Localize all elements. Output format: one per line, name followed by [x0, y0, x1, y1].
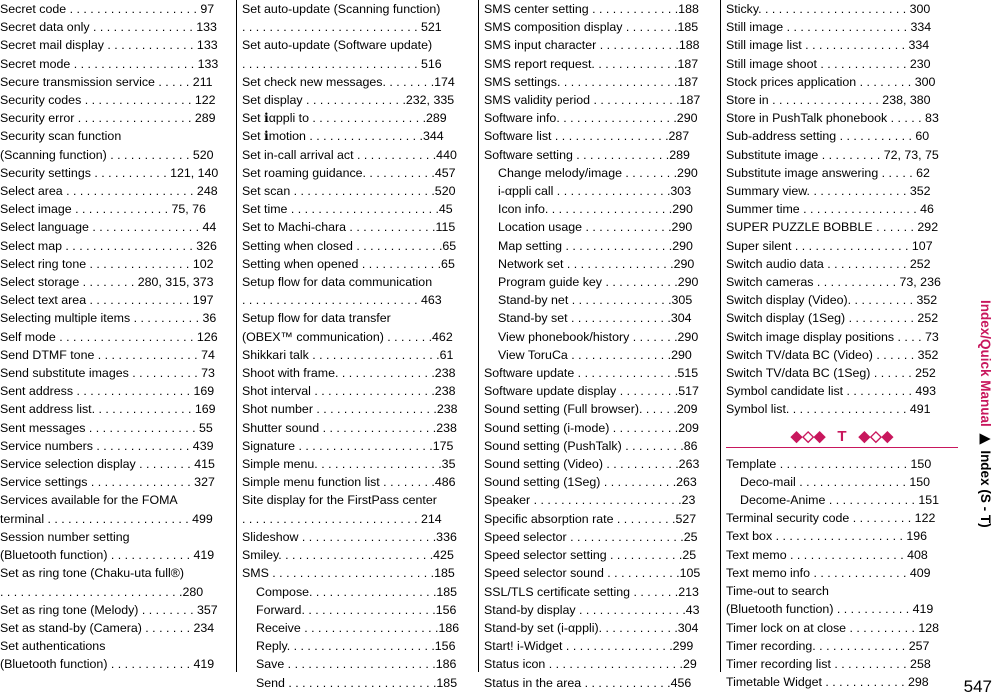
index-entry: Text memo . . . . . . . . . . . . . . . . . 408 — [726, 547, 928, 562]
index-entry: Setting when closed . . . . . . . . . . . . .65 — [242, 238, 457, 253]
index-entry: (Bluetooth function) . . . . . . . . . . . . 419 — [0, 548, 215, 563]
index-entry: Switch image display positions . . . . 73 — [726, 329, 939, 344]
index-entry: Stand-by net . . . . . . . . . . . . . . .305 — [498, 293, 693, 308]
index-entry: Select storage . . . . . . . . 280, 315, 373 — [0, 275, 214, 290]
index-entry: Send substitute images . . . . . . . . . . 73 — [0, 366, 215, 381]
index-entry: Service selection display . . . . . . . . 415 — [0, 457, 215, 472]
index-entry: . . . . . . . . . . . . . . . . . . . . . . . . . . 516 — [242, 56, 442, 71]
index-entry: (Scanning function) . . . . . . . . . . . . 520 — [0, 147, 214, 162]
index-entry: SMS input character . . . . . . . . . . . .188 — [484, 38, 700, 53]
index-entry: Stand-by display . . . . . . . . . . . . . . . .43 — [484, 602, 700, 617]
index-entry: Template . . . . . . . . . . . . . . . . . . . 150 — [726, 456, 932, 471]
index-entry: Specific absorption rate . . . . . . . . .527 — [484, 511, 697, 526]
section-heading-ornament-left: ◆◇◆ — [790, 427, 826, 445]
index-entry: Speed selector . . . . . . . . . . . . . . . . .25 — [484, 529, 698, 544]
index-entry: Sent messages . . . . . . . . . . . . . . . . 55 — [0, 420, 213, 435]
index-entry: Symbol candidate list . . . . . . . . . . 493 — [726, 384, 937, 399]
index-entry: Terminal security code . . . . . . . . . 122 — [726, 511, 936, 526]
index-entry: Forward. . . . . . . . . . . . . . . . . . . .156 — [256, 602, 457, 617]
index-entry: Simple menu. . . . . . . . . . . . . . . . . . .35 — [242, 457, 456, 472]
index-entry: Timetable Widget . . . . . . . . . . . . 298 — [726, 675, 929, 690]
side-tab — [966, 0, 1004, 675]
index-entry: Time-out to search — [726, 584, 829, 599]
index-entry: Icon info. . . . . . . . . . . . . . . . . . .290 — [498, 202, 693, 217]
index-entry: Set ℹαppli to . . . . . . . . . . . . . . . . .289 — [242, 111, 447, 126]
index-column-2 — [242, 0, 474, 692]
index-entry: . . . . . . . . . . . . . . . . . . . . . . . . . . 521 — [242, 20, 442, 35]
column-divider — [478, 0, 479, 672]
side-tab-title: Index/Quick Manual — [978, 300, 993, 427]
index-entry: Service numbers . . . . . . . . . . . . . . 439 — [0, 438, 214, 453]
index-entry: Setup flow for data transfer — [242, 311, 391, 326]
index-entry: Still image list . . . . . . . . . . . . . . . 334 — [726, 38, 930, 53]
index-entry: Timer recording. . . . . . . . . . . . . . 257 — [726, 638, 930, 653]
index-entry: Still image shoot . . . . . . . . . . . . . 230 — [726, 56, 931, 71]
index-entry: (Bluetooth function) . . . . . . . . . . . . 419 — [0, 657, 215, 672]
index-entry: Session number setting — [0, 529, 130, 544]
index-entry: SMS validity period . . . . . . . . . . . . .187 — [484, 93, 701, 108]
index-entry: Sent address list. . . . . . . . . . . . . . . 169 — [0, 402, 216, 417]
index-entry: Switch display (Video). . . . . . . . . . 352 — [726, 293, 938, 308]
index-entry: Set as ring tone (Melody) . . . . . . . . 357 — [0, 602, 218, 617]
index-entry: Simple menu function list . . . . . . . .486 — [242, 475, 456, 490]
index-entry: Services available for the FOMA — [0, 493, 178, 508]
index-entry: Status icon . . . . . . . . . . . . . . . . . . . .29 — [484, 657, 697, 672]
index-entry: Self mode . . . . . . . . . . . . . . . . . . . . 126 — [0, 329, 218, 344]
index-entry: Text box . . . . . . . . . . . . . . . . . . . 196 — [726, 529, 928, 544]
index-entry: Timer recording list . . . . . . . . . . . 258 — [726, 656, 931, 671]
index-entry: SMS settings. . . . . . . . . . . . . . . . . .187 — [484, 74, 699, 89]
index-entry: Software update . . . . . . . . . . . . . . .515 — [484, 366, 699, 381]
index-entry: Select map . . . . . . . . . . . . . . . . . . . 326 — [0, 238, 217, 253]
index-entry: Select text area . . . . . . . . . . . . . . . 197 — [0, 293, 214, 308]
index-entry: Slideshow . . . . . . . . . . . . . . . . . . . .336 — [242, 529, 457, 544]
index-entry: Secret mail display . . . . . . . . . . . . . 133 — [0, 38, 218, 53]
index-entry: Switch display (1Seg) . . . . . . . . . . 252 — [726, 311, 939, 326]
index-entry: Speaker . . . . . . . . . . . . . . . . . . . . . .23 — [484, 493, 696, 508]
index-entry: Secret data only . . . . . . . . . . . . . . . 133 — [0, 20, 217, 35]
section-heading-ornament-right: ◆◇◆ — [858, 427, 894, 445]
index-entry: Select language . . . . . . . . . . . . . . . . 44 — [0, 220, 217, 235]
index-entry: terminal . . . . . . . . . . . . . . . . . . . . . 499 — [0, 511, 213, 526]
index-entry: Set scan . . . . . . . . . . . . . . . . . . . . .520 — [242, 184, 456, 199]
index-entry: Setting when opened . . . . . . . . . . . .65 — [242, 256, 455, 271]
index-entry: Reply. . . . . . . . . . . . . . . . . . . . . .156 — [256, 639, 456, 654]
index-entry: Secret code . . . . . . . . . . . . . . . . . . . 97 — [0, 2, 215, 16]
section-heading — [726, 419, 958, 455]
index-entry: Security error . . . . . . . . . . . . . . . . . 289 — [0, 111, 216, 126]
index-entry: Set roaming guidance. . . . . . . . . . .457 — [242, 165, 456, 180]
index-entry: Selecting multiple items . . . . . . . . . . 36 — [0, 311, 217, 326]
section-heading-letter: T — [837, 427, 847, 445]
index-entry: Set time . . . . . . . . . . . . . . . . . . . . . .45 — [242, 202, 453, 217]
index-entry: SMS report request. . . . . . . . . . . . .187 — [484, 56, 699, 71]
index-entry: . . . . . . . . . . . . . . . . . . . . . . . . . . .280 — [0, 584, 204, 599]
index-entry: Smiley. . . . . . . . . . . . . . . . . . . . . . .425 — [242, 548, 454, 563]
index-entry: Still image . . . . . . . . . . . . . . . . . . 334 — [726, 20, 932, 35]
index-column-3 — [484, 0, 716, 692]
index-entry: Stock prices application . . . . . . . . 300 — [726, 74, 936, 89]
index-entry: Sticky. . . . . . . . . . . . . . . . . . . . . . 300 — [726, 2, 931, 16]
index-entry: Start! i-Widget . . . . . . . . . . . . . . . .299 — [484, 639, 694, 654]
index-entry: Sound setting (Full browser). . . . . .209 — [484, 402, 698, 417]
index-entry: Timer lock on at close . . . . . . . . . . 128 — [726, 620, 940, 635]
index-entry: Set as ring tone (Chaku-uta full®) — [0, 566, 185, 581]
index-entry: Sound setting (Video) . . . . . . . . . . .263 — [484, 457, 700, 472]
index-entry: Send . . . . . . . . . . . . . . . . . . . . . .185 — [256, 675, 458, 690]
index-entry: Set ℹmotion . . . . . . . . . . . . . . . . .344 — [242, 129, 444, 144]
index-entry: Receive . . . . . . . . . . . . . . . . . . . .186 — [256, 620, 460, 635]
page-number: 547 — [963, 677, 992, 696]
index-entry: SUPER PUZZLE BOBBLE . . . . . . 292 — [726, 220, 939, 235]
index-entry: Secure transmission service . . . . . 211 — [0, 74, 213, 89]
index-entry: Save . . . . . . . . . . . . . . . . . . . . . .186 — [256, 657, 457, 672]
index-entry: . . . . . . . . . . . . . . . . . . . . . . . . . . 214 — [242, 511, 442, 526]
index-entry: Network set . . . . . . . . . . . . . . . .290 — [498, 256, 695, 271]
index-entry: Shot number . . . . . . . . . . . . . . . . . .238 — [242, 402, 458, 417]
index-entry: Switch TV/data BC (1Seg) . . . . . . 252 — [726, 366, 936, 381]
index-entry: Stand-by set (i-αppli). . . . . . . . . . . .304 — [484, 620, 699, 635]
index-entry: Switch cameras . . . . . . . . . . . . 73, 236 — [726, 275, 941, 290]
index-entry: Map setting . . . . . . . . . . . . . . . .290 — [498, 238, 693, 253]
index-entry: Software info. . . . . . . . . . . . . . . . . .290 — [484, 111, 698, 126]
index-entry: SSL/TLS certificate setting . . . . . . .213 — [484, 584, 699, 599]
index-entry: Set auto-update (Software update) — [242, 38, 433, 53]
index-entry: Security codes . . . . . . . . . . . . . . . . 122 — [0, 93, 216, 108]
index-entry: (Bluetooth function) . . . . . . . . . . . 419 — [726, 602, 934, 617]
index-entry: Set auto-update (Scanning function) — [242, 2, 441, 16]
index-entry: Set display . . . . . . . . . . . . . . .232, 335 — [242, 93, 455, 108]
index-entry: Location usage . . . . . . . . . . . . .290 — [498, 220, 693, 235]
index-entry: Deco-mail . . . . . . . . . . . . . . . . 150 — [740, 474, 931, 489]
index-entry: Compose. . . . . . . . . . . . . . . . . . .185 — [256, 584, 458, 599]
index-entry: Set check new messages. . . . . . . .174 — [242, 74, 455, 89]
index-entry: Set to Machi-chara . . . . . . . . . . . . .115 — [242, 220, 456, 235]
index-entry: Shot interval . . . . . . . . . . . . . . . . . .238 — [242, 384, 456, 399]
index-entry: Switch audio data . . . . . . . . . . . . 252 — [726, 256, 931, 271]
index-entry: Shikkari talk . . . . . . . . . . . . . . . . . . .61 — [242, 347, 454, 362]
index-entry: SMS center setting . . . . . . . . . . . . .188 — [484, 2, 699, 16]
column-divider — [720, 0, 721, 672]
index-entry: Status in the area . . . . . . . . . . . . .456 — [484, 675, 692, 690]
index-entry: Decome-Anime . . . . . . . . . . . . . 151 — [740, 493, 940, 508]
index-entry: Service settings . . . . . . . . . . . . . . . 327 — [0, 475, 215, 490]
index-entry: (OBEX™ communication) . . . . . . .462 — [242, 329, 453, 344]
index-entry: Setup flow for data communication — [242, 275, 433, 290]
index-entry: Change melody/image . . . . . . . .290 — [498, 165, 698, 180]
column-divider — [236, 0, 237, 672]
index-entry: Shutter sound . . . . . . . . . . . . . . . . .238 — [242, 420, 457, 435]
index-entry: Super silent . . . . . . . . . . . . . . . . . 107 — [726, 238, 933, 253]
index-entry: Set authentications — [0, 639, 106, 654]
index-entry: Software update display . . . . . . . . .517 — [484, 384, 699, 399]
index-entry: Summary view. . . . . . . . . . . . . . . 352 — [726, 184, 931, 199]
index-entry: Sub-address setting . . . . . . . . . . . 60 — [726, 129, 930, 144]
index-entry: Sent address . . . . . . . . . . . . . . . . . 169 — [0, 384, 215, 399]
index-entry: Speed selector setting . . . . . . . . . . .25 — [484, 548, 697, 563]
index-entry: Select area . . . . . . . . . . . . . . . . . . . 248 — [0, 184, 218, 199]
index-entry: Store in . . . . . . . . . . . . . . . . 238, 380 — [726, 93, 931, 108]
index-entry: Switch TV/data BC (Video) . . . . . . 352 — [726, 347, 939, 362]
index-entry: Software setting . . . . . . . . . . . . . .289 — [484, 147, 690, 162]
index-column-4 — [726, 0, 958, 691]
index-entry: View ToruCa . . . . . . . . . . . . . . .290 — [498, 347, 692, 362]
index-entry: Send DTMF tone . . . . . . . . . . . . . . . 74 — [0, 347, 215, 362]
index-entry: View phonebook/history . . . . . . .290 — [498, 329, 699, 344]
index-entry: Sound setting (1Seg) . . . . . . . . . . .263 — [484, 475, 697, 490]
index-entry: Select image . . . . . . . . . . . . . . 75, 76 — [0, 202, 206, 217]
index-entry: Summer time . . . . . . . . . . . . . . . . . 46 — [726, 202, 934, 217]
index-entry: SMS composition display . . . . . . . .185 — [484, 20, 699, 35]
index-entry: Security settings . . . . . . . . . . . 121, 140 — [0, 165, 219, 180]
index-entry: Store in PushTalk phonebook . . . . . 83 — [726, 111, 939, 126]
side-tab-arrow: ▶ — [978, 430, 993, 447]
index-entry: Security scan function — [0, 129, 122, 144]
index-column-1 — [0, 0, 232, 674]
index-entry: Secret mode . . . . . . . . . . . . . . . . . . 133 — [0, 56, 219, 71]
index-entry: Signature . . . . . . . . . . . . . . . . . . . .175 — [242, 438, 454, 453]
index-entry: Set as stand-by (Camera) . . . . . . . 234 — [0, 620, 215, 635]
index-entry: Substitute image . . . . . . . . . 72, 73, 75 — [726, 147, 939, 162]
index-entry: Text memo info . . . . . . . . . . . . . . 409 — [726, 565, 931, 580]
index-entry: Substitute image answering . . . . . 62 — [726, 165, 930, 180]
index-entry: Select ring tone . . . . . . . . . . . . . . . 102 — [0, 256, 214, 271]
index-entry: Site display for the FirstPass center — [242, 493, 437, 508]
index-entry: Stand-by set . . . . . . . . . . . . . . .304 — [498, 311, 692, 326]
index-entry: Symbol list. . . . . . . . . . . . . . . . . . 491 — [726, 402, 931, 417]
index-entry: SMS . . . . . . . . . . . . . . . . . . . . . . . .185 — [242, 566, 455, 581]
index-entry: Set in-call arrival act . . . . . . . . . . . .440 — [242, 147, 457, 162]
index-entry: i-αppli call . . . . . . . . . . . . . . . . .303 — [498, 184, 692, 199]
index-entry: Shoot with frame. . . . . . . . . . . . . . .238 — [242, 366, 456, 381]
index-entry: Speed selector sound . . . . . . . . . . .105 — [484, 566, 701, 581]
index-entry: Software list . . . . . . . . . . . . . . . . .287 — [484, 129, 690, 144]
index-entry: . . . . . . . . . . . . . . . . . . . . . . . . . . 463 — [242, 293, 442, 308]
index-entry: Program guide key . . . . . . . . . . .290 — [498, 275, 699, 290]
index-entry: Sound setting (i-mode) . . . . . . . . . .209 — [484, 420, 699, 435]
side-tab-section: Index (S - T) — [978, 450, 993, 528]
index-entry: Sound setting (PushTalk) . . . . . . . . .86 — [484, 438, 698, 453]
